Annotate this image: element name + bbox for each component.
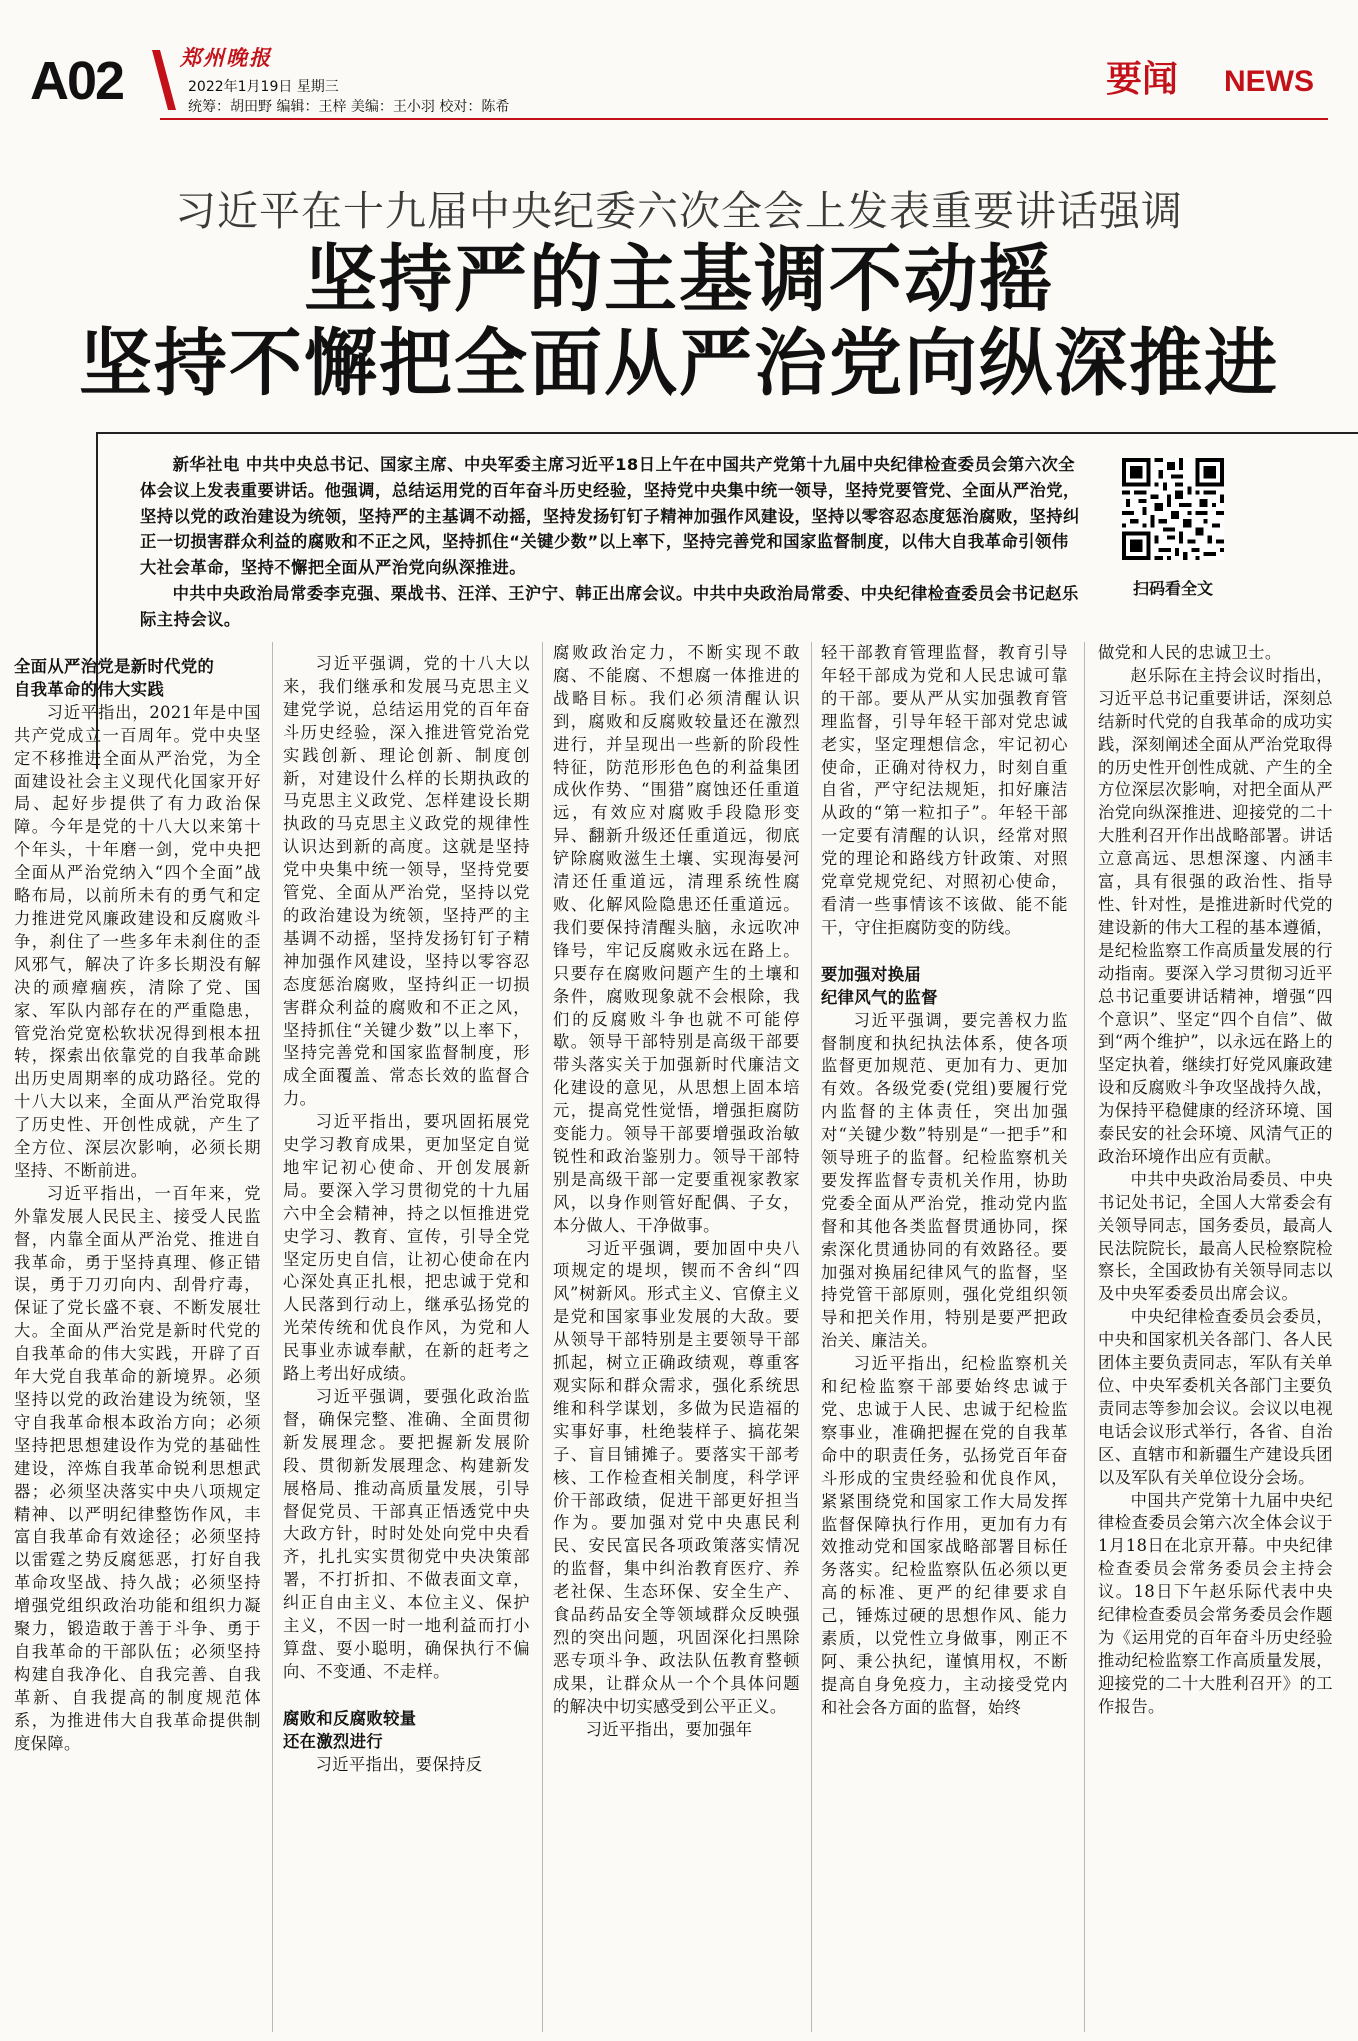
- headline-line-1: 坚持严的主基调不动摇: [304, 237, 1054, 322]
- body-paragraph: 习近平指出，要保持反: [315, 1754, 483, 1774]
- body-paragraph: 习近平强调，党的十八大以来，我们继承和发展马克思主义建党学说，总结运用党的百年奋斗历史经验，深入推进管党治党实践创新、理论创新、制度创新，对建设什么样的长期执政的马克思主义政党、怎样建设长期执政的马克思主义政党的规律性认识达到新的高度。这就是坚持党中央集中统一领导，坚持党要管党、全面从严治党，坚持以党的政治建设为统领，坚持严的主基调不动摇，坚持发扬钉钉子精神加强作风建设，坚持以零容忍态度惩治腐败，坚持纠正一切损害群众利益的腐败和不正之风，坚持抓住“关键少数”以上率下，坚持完善党和国家监督制度，形成全面覆盖、常态长效的监督合力。: [283, 654, 530, 1109]
- page-divider-slash-icon: [148, 48, 180, 112]
- subheading: 纪律风气的监督: [821, 987, 938, 1007]
- body-paragraph: 习近平强调，要加固中央八项规定的堤坝，锲而不舍纠“四风”树新风。形式主义、官僚主义是党和国家事业发展的大敌。要从领导干部特别是主要领导干部抓起，树立正确政绩观，尊重客观实际和群众需求，强化系统思维和科学谋划，多做为民造福的实事好事，杜绝装样子、搞花架子、盲目铺摊子。要落实干部考核、工作检查相关制度，科学评价干部政绩，促进干部更好担当作为。要加强对党中央惠民利民、安民富民各项政策落实情况的监督，集中纠治教育医疗、养老社保、生态环保、安全生产、食品药品安全等领域群众反映强烈的突出问题，巩固深化扫黑除恶专项斗争、政法队伍教育整顿成果，让群众从一个个具体问题的解决中切实感受到公平正义。: [553, 1238, 800, 1716]
- body-paragraph: 做党和人民的忠诚卫士。: [1098, 643, 1282, 662]
- headline-line-2: 坚持不懈把全面从严治党向纵深推进: [79, 321, 1279, 406]
- section-label: [1028, 56, 1328, 112]
- article-column-2: [283, 653, 530, 2033]
- dateline: 2022年1月19日 星期三: [188, 79, 339, 95]
- qr-code-icon[interactable]: [1122, 458, 1224, 560]
- editor-credits: 统筹：胡田野 编辑：王梓 美编：王小羽 校对：陈希: [188, 99, 510, 115]
- body-paragraph: 轻干部教育管理监督，教育引导年轻干部成为党和人民忠诚可靠的干部。要从严从实加强教育管理监督，引导年轻干部对党忠诚老实，坚定理想信念，牢记初心使命，正确对待权力，时刻自重自省，严守纪法规矩，扣好廉洁从政的“第一粒扣子”。年轻干部一定要有清醒的认识，经常对照党的理论和路线方针政策、对照党章党规党纪、对照初心使命，看清一些事情该不该做、能不能干，守住拒腐防变的防线。: [821, 643, 1068, 937]
- page-number: A02: [30, 51, 124, 111]
- subheading: 腐败和反腐败较量: [283, 1708, 417, 1728]
- masthead-rule: [160, 118, 1328, 120]
- body-paragraph: 赵乐际在主持会议时指出，习近平总书记重要讲话，深刻总结新时代党的自我革命的成功实践，深刻阐述全面从严治党取得的历史性开创性成就、产生的全方位深层次影响，对把全面从严治党向纵深推进、迎接党的二十大胜利召开作出战略部署。讲话立意高远、思想深邃、内涵丰富，具有很强的政治性、指导性、针对性，是推进新时代党的建设新的伟大工程的基本遵循，是纪检监察工作高质量发展的行动指南。要深入学习贯彻习近平总书记重要讲话精神，增强“四个意识”、坚定“四个自信”、做到“两个维护”，以永远在路上的坚定执着，继续打好党风廉政建设和反腐败斗争攻坚战持久战，为保持平稳健康的经济环境、国泰民安的社会环境、风清气正的政治环境作出应有贡献。: [1098, 665, 1333, 1166]
- subheading: 自我革命的伟大实践: [14, 679, 165, 699]
- body-paragraph: 习近平指出，纪检监察机关和纪检监察干部要始终忠诚于党、忠诚于人民、忠诚于纪检监察事业，准确把握在党的自我革命中的职责任务，弘扬党百年奋斗形成的宝贵经验和优良作风，紧紧围绕党和国家工作大局发挥监督保障执行作用，更加有力有效推动党和国家战略部署目标任务落实。纪检监察队伍必须以更高的标准、更严的纪律要求自己，锤炼过硬的思想作风、能力素质，以党性立身做事，刚正不阿、秉公执纪，谨慎用权，不断提高自身免疫力，主动接受党内和社会各方面的监督，始终: [821, 1354, 1068, 1717]
- body-paragraph: 习近平指出，2021年是中国共产党成立一百周年。党中央坚定不移推进全面从严治党，为全面建设社会主义现代化国家开好局、起好步提供了有力政治保障。今年是党的十八大以来第十个年头，十年磨一剑，党中央把全面从严治党纳入“四个全面”战略布局，以前所未有的勇气和定力推进党风廉政建设和反腐败斗争，刹住了一些多年未刹住的歪风邪气，解决了许多长期没有解决的顽瘴痼疾，清除了党、国家、军队内部存在的严重隐患，管党治党宽松软状况得到根本扭转，探索出依靠党的自我革命跳出历史周期率的成功路径。党的十八大以来，全面从严治党取得了历史性、开创性成就，产生了全方位、深层次影响，必须长期坚持、不断前进。: [14, 702, 261, 1180]
- body-paragraph: 习近平强调，要完善权力监督制度和执纪执法体系，使各项监督更加规范、更加有力、更加有效。各级党委(党组)要履行党内监督的主体责任，突出加强对“关键少数”特别是“一把手”和领导班子的监督。纪检监察机关要发挥监督专责机关作用，协助党委全面从严治党，推动党内监督和其他各类监督贯通协同，探索深化贯通协同的有效路径。要加强对换届纪律风气的监督，坚持党管干部原则，强化党组织领导和把关作用，特别是要严把政治关、廉洁关。: [821, 1010, 1068, 1351]
- section-label-chinese: 要闻: [1105, 59, 1178, 100]
- masthead: [30, 38, 1328, 120]
- column-divider: [272, 642, 273, 2032]
- subheading: 还在激烈进行: [283, 1731, 384, 1751]
- article-column-4: [821, 642, 1068, 2022]
- body-paragraph: 中央纪律检查委员会委员，中央和国家机关各部门、各人民团体主要负责同志，军队有关单位、中央军委机关各部门主要负责同志等参加会议。会议以电视电话会议形式举行，各省、自治区、直辖市和新疆生产建设兵团以及军队有关单位设分会场。: [1098, 1307, 1333, 1487]
- body-paragraph: 习近平强调，要强化政治监督，确保完整、准确、全面贯彻新发展理念。要把握新发展阶段、贯彻新发展理念、构建新发展格局、推动高质量发展，引导督促党员、干部真正悟透党中央大政方针，时时处处向党中央看齐，扎扎实实贯彻党中央决策部署，不打折扣、不做表面文章，纠正自由主义、本位主义、保护主义，不因一时一地利益而打小算盘、耍小聪明，确保执行不偏向、不变通、不走样。: [283, 1387, 530, 1681]
- lead-text-1: 新华社电 中共中央总书记、国家主席、中央军委主席习近平18日上午在中国共产党第十九届中央纪律检查委员会第六次全体会议上发表重要讲话。他强调，总结运用党的百年奋斗历史经验，坚持党中央集中统一领导，坚持党要管党、全面从严治党，坚持以党的政治建设为统领，坚持严的主基调不动摇，坚持发扬钉钉子精神加强作风建设，坚持以零容忍态度惩治腐败，坚持纠正一切损害群众利益的腐败和不正之风，坚持抓住“关键少数”以上率下，坚持完善党和国家监督制度，以伟大自我革命引领伟大社会革命，坚持不懈把全面从严治党向纵深推进。: [140, 455, 1080, 578]
- body-paragraph: 习近平指出，要巩固拓展党史学习教育成果，更加坚定自觉地牢记初心使命、开创发展新局。要深入学习贯彻党的十九届六中全会精神，持之以恒推进党史学习、教育、宣传，引导全党坚定历史自信，让初心使命在内心深处真正扎根，把忠诚于党和人民落到行动上，继承弘扬党的光荣传统和优良作风，为党和人民事业赤诚奉献，在新的赶考之路上考出好成绩。: [283, 1112, 530, 1384]
- body-paragraph: 中共中央政治局委员、中央书记处书记，全国人大常委会有关领导同志，国务委员，最高人民法院院长，最高人民检察院检察长，全国政协有关领导同志以及中央军委委员出席会议。: [1098, 1169, 1333, 1304]
- body-paragraph: 中国共产党第十九届中央纪律检查委员会第六次全体会议于1月18日在北京开幕。中央纪律检查委员会常务委员会主持会议。18日下午赵乐际代表中央纪律检查委员会常务委员会作题为《运用党的百年奋斗历史经验推动纪检监察工作高质量发展，迎接党的二十大胜利召开》的工作报告。: [1098, 1490, 1333, 1716]
- subheading: 要加强对换届: [821, 964, 922, 984]
- lead-text-2: 中共中央政治局常委李克强、栗战书、汪洋、王沪宁、韩正出席会议。中共中央政治局常委、中央纪律检查委员会书记赵乐际主持会议。: [140, 583, 1079, 629]
- article-column-3: [553, 642, 800, 2022]
- article-column-5: [1098, 642, 1333, 2022]
- subheading: 全面从严治党是新时代党的: [14, 657, 215, 676]
- qr-caption: 扫码看全文: [1132, 579, 1213, 598]
- column-divider: [542, 642, 543, 2032]
- body-paragraph: 习近平指出，一百年来，党外靠发展人民民主、接受人民监督，内靠全面从严治党、推进自我革命，勇于坚持真理、修正错误，勇于刀刃向内、刮骨疗毒，保证了党长盛不衰、不断发展壮大。全面从严治党是新时代党的自我革命的伟大实践，开辟了百年大党自我革命的新境界。必须坚持以党的政治建设为统领，坚守自我革命根本政治方向；必须坚持把思想建设作为党的基础性建设，淬炼自我革命锐利思想武器；必须坚决落实中央八项规定精神、以严明纪律整饬作风，丰富自我革命有效途径；必须坚持以雷霆之势反腐惩恶，打好自我革命攻坚战、持久战；必须坚持增强党组织政治功能和组织力凝聚力，锻造敢于善于斗争、勇于自我革命的干部队伍；必须坚持构建自我净化、自我完善、自我革新、自我提高的制度规范体系，为推进伟大自我革命提供制度保障。: [14, 1183, 261, 1753]
- column-divider: [1084, 642, 1085, 2032]
- section-label-english: NEWS: [1224, 65, 1314, 98]
- newspaper-name: 郑州晚报: [180, 45, 272, 70]
- lead-paragraph: [140, 452, 1082, 633]
- column-divider: [811, 642, 812, 2032]
- article-column-1: [14, 652, 261, 2032]
- body-paragraph: 习近平指出，要加强年: [585, 1719, 753, 1739]
- body-paragraph: 腐败政治定力，不断实现不敢腐、不能腐、不想腐一体推进的战略目标。我们必须清醒认识到，腐败和反腐败较量还在激烈进行，并呈现出一些新的阶段性特征，防范形形色色的利益集团成伙作势、“围猎”腐蚀还任重道远，有效应对腐败手段隐形变异、翻新升级还任重道远，彻底铲除腐败滋生土壤、实现海晏河清还任重道远，清理系统性腐败、化解风险隐患还任重道远。我们要保持清醒头脑，永远吹冲锋号，牢记反腐败永远在路上。只要存在腐败问题产生的土壤和条件，腐败现象就不会根除，我们的反腐败斗争也就不可能停歇。领导干部特别是高级干部要带头落实关于加强新时代廉洁文化建设的意见，从思想上固本培元，提高党性觉悟，增强拒腐防变能力。领导干部要增强政治敏锐性和政治鉴别力。领导干部特别是高级干部一定要重视家教家风，以身作则管好配偶、子女，本分做人、干净做事。: [553, 643, 800, 1235]
- pre-headline: 习近平在十九届中央纪委六次全会上发表重要讲话强调: [175, 187, 1183, 235]
